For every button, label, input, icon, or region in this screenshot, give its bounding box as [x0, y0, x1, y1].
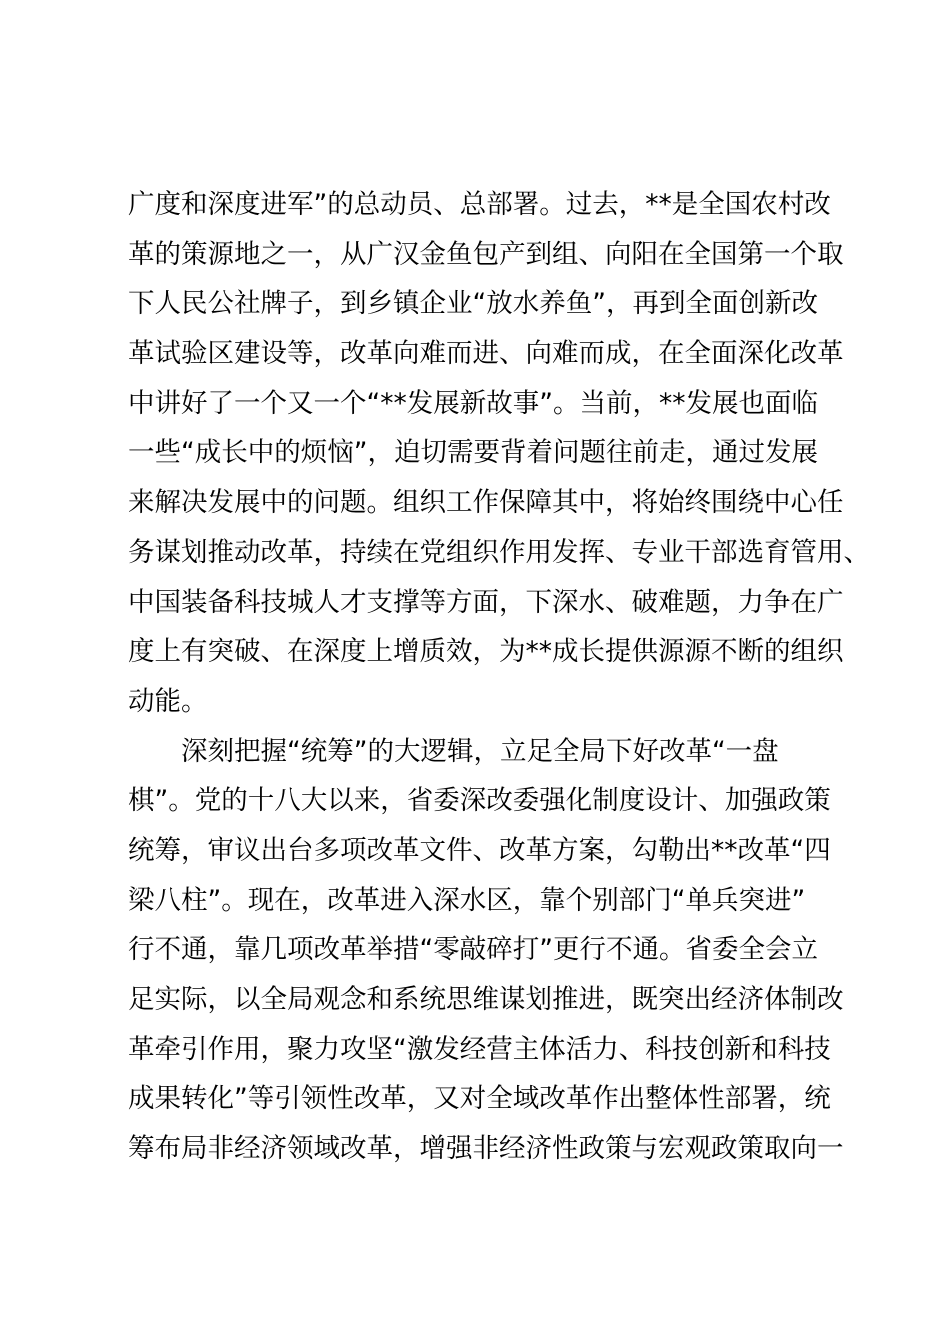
text-line: 筹布局非经济领域改革，增强非经济性政策与宏观政策取向一 — [128, 1133, 844, 1165]
text-line: 一些“成长中的烦恼”，迫切需要背着问题往前走，通过发展 — [128, 437, 818, 469]
text-line: 棋”。党的十八大以来，省委深改委强化制度设计、加强政策 — [128, 785, 831, 817]
text-line: 深刻把握“统筹”的大逻辑，立足全局下好改革“一盘 — [181, 735, 779, 767]
text-line: 中国装备科技城人才支撑等方面，下深水、破难题，力争在广 — [128, 586, 844, 618]
paragraph-1 — [128, 180, 870, 727]
text-line: 梁八柱”。现在，改革进入深水区，靠个别部门“单兵突进” — [128, 884, 806, 916]
text-line: 革试验区建设等，改革向难而进、向难而成，在全面深化改革 — [128, 338, 844, 370]
text-line: 统筹，审议出台多项改革文件、改革方案，勾勒出**改革“四 — [128, 834, 831, 866]
text-line: 务谋划推动改革，持续在党组织作用发挥、专业干部选育管用、 — [128, 536, 870, 568]
text-line: 动能。 — [128, 685, 208, 717]
text-line: 成果转化”等引领性改革，又对全域改革作出整体性部署，统 — [128, 1083, 831, 1115]
text-line: 中讲好了一个又一个“**发展新故事”。当前，**发展也面临 — [128, 387, 818, 419]
document-body — [128, 180, 870, 1174]
text-line: 革的策源地之一，从广汉金鱼包产到组、向阳在全国第一个取 — [128, 238, 844, 270]
text-line: 革牵引作用，聚力攻坚“激发经营主体活力、科技创新和科技 — [128, 1033, 831, 1065]
text-line: 来解决发展中的问题。组织工作保障其中，将始终围绕中心任 — [128, 487, 844, 519]
paragraph-2 — [128, 727, 858, 1174]
text-line: 行不通，靠几项改革举措“零敲碎打”更行不通。省委全会立 — [128, 934, 818, 966]
text-line: 广度和深度进军”的总动员、总部署。过去，**是全国农村改 — [128, 189, 831, 220]
text-line: 下人民公社牌子，到乡镇企业“放水养鱼”，再到全面创新改 — [128, 288, 818, 320]
text-line: 足实际，以全局观念和系统思维谋划推进，既突出经济体制改 — [128, 984, 844, 1015]
text-line: 度上有突破、在深度上增质效，为**成长提供源源不断的组织 — [128, 636, 844, 668]
